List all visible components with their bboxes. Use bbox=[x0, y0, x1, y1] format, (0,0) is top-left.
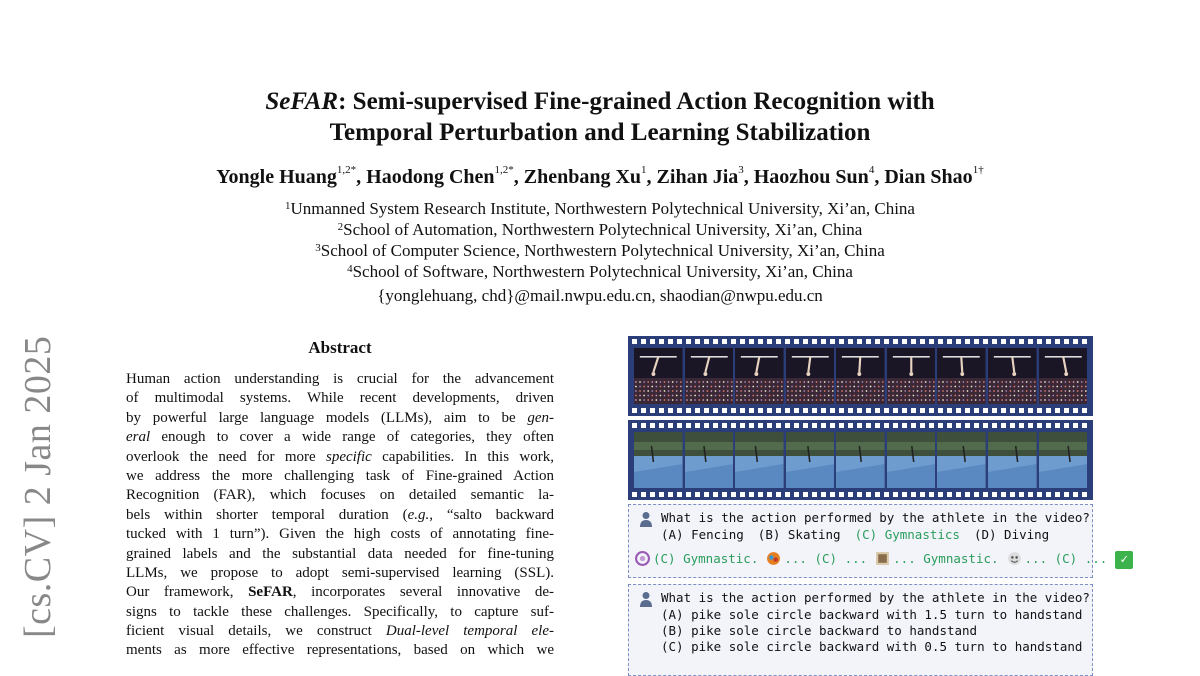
answer-option: (A) Fencing bbox=[661, 527, 744, 542]
abstract-line bbox=[126, 389, 554, 408]
author-affil-mark: 1 bbox=[641, 164, 647, 176]
affil-number: 1 bbox=[285, 200, 291, 212]
abstract-text: , incorporates several innovative de- bbox=[292, 584, 554, 601]
affiliation bbox=[0, 240, 1200, 261]
abstract-line bbox=[126, 641, 554, 660]
affil-number: 3 bbox=[315, 242, 321, 254]
answer-option: (B) pike sole circle backward to handstand bbox=[661, 623, 978, 638]
model-answer bbox=[1007, 551, 1108, 566]
answer-option: (C) Gymnastics bbox=[854, 527, 960, 542]
answer-option: (B) Skating bbox=[757, 527, 841, 542]
video-frame bbox=[1039, 432, 1088, 488]
model-icon-b bbox=[766, 551, 781, 566]
video-frame bbox=[836, 348, 885, 404]
paper-title-line1 bbox=[0, 86, 1200, 117]
model-answer-text: (C) Gymnastic. bbox=[653, 551, 759, 566]
question-box-coarse bbox=[628, 504, 1129, 578]
model-answer-text: ... (C) ... bbox=[784, 551, 868, 566]
model-icon-a bbox=[635, 551, 650, 566]
model-answer-text: ... Gymnastic. bbox=[893, 551, 999, 566]
abstract-text: LLMs, we propose to adopt semi-supervised learning (SSL). bbox=[126, 564, 554, 581]
video-frame bbox=[937, 348, 986, 404]
author-name: Zihan Jia bbox=[656, 166, 739, 188]
author-affil-mark: 1† bbox=[972, 164, 984, 176]
affil-text: School of Computer Science, Northwestern Polytechnical University, Xi’an, China bbox=[320, 241, 885, 260]
author-name: Yongle Huang bbox=[216, 166, 337, 188]
author-affil-mark: 1,2* bbox=[494, 164, 514, 176]
user-icon bbox=[639, 511, 653, 527]
affiliation bbox=[0, 198, 1200, 219]
video-frame bbox=[937, 432, 986, 488]
abstract-text: Recognition (FAR), which focuses on detailed semantic la- bbox=[126, 487, 554, 504]
video-frame bbox=[786, 432, 835, 488]
author-name: Dian Shao bbox=[884, 166, 973, 188]
author-name: Haozhou Sun bbox=[753, 166, 869, 188]
answer-option: (C) pike sole circle backward with 0.5 turn to handstand bbox=[661, 639, 1083, 654]
abstract-line bbox=[126, 622, 554, 641]
abstract-text: eral bbox=[126, 429, 151, 446]
abstract-line bbox=[126, 545, 554, 564]
teaser-figure bbox=[628, 336, 1129, 666]
abstract-text: capabilities. In this work, bbox=[371, 448, 554, 465]
check-icon: ✓ bbox=[1115, 551, 1133, 569]
title-italic: SeFAR bbox=[265, 88, 339, 115]
abstract-line bbox=[126, 564, 554, 583]
author-list: Yongle Huang$^{1,2*}$, Haodong Chen$^{1,2*}$, Zhenbang Xu$^1$, Zihan Jia$^3$, Haozhou Sun$^4$, Dian Shao$^{1\dagger}$ bbox=[216, 164, 984, 188]
video-frame bbox=[887, 432, 936, 488]
affil-text: School of Software, Northwestern Polytechnical University, Xi’an, China bbox=[352, 262, 853, 281]
author-name: Zhenbang Xu bbox=[523, 166, 642, 188]
video-frame bbox=[685, 348, 734, 404]
model-icon-d bbox=[1007, 551, 1022, 566]
video-frame bbox=[1039, 348, 1088, 404]
abstract-text: , “salto backward bbox=[429, 506, 554, 523]
abstract-text: by powerful large language models (LLMs), aim to be bbox=[126, 409, 528, 426]
abstract-text: SeFAR bbox=[248, 584, 293, 601]
author-affil-mark: 3 bbox=[738, 164, 744, 176]
video-strip-top bbox=[628, 336, 1093, 416]
video-frame bbox=[634, 432, 683, 488]
model-icon-c bbox=[875, 551, 890, 566]
affil-number: 2 bbox=[337, 221, 344, 233]
model-answer-text: ... (C) ... bbox=[1024, 551, 1108, 566]
model-answer bbox=[875, 551, 998, 566]
answer-option: (A) pike sole circle backward with 1.5 turn to handstand bbox=[661, 607, 1083, 622]
abstract-text: grained labels and the substantial data needed for fine-tuning bbox=[126, 545, 554, 562]
paper-title-line2: Temporal Perturbation and Learning Stabilization bbox=[329, 119, 871, 146]
author-emails: {yonglehuang, chd}@mail.nwpu.edu.cn, shaodian@nwpu.edu.cn bbox=[377, 286, 823, 305]
abstract-line bbox=[126, 583, 554, 602]
abstract-line bbox=[126, 486, 554, 505]
abstract-text: we address the more challenging task of Fine-grained Action bbox=[126, 467, 554, 484]
author-name: Haodong Chen bbox=[366, 166, 495, 188]
abstract-line bbox=[126, 370, 554, 389]
abstract-text: gen- bbox=[527, 409, 554, 426]
author-affil-mark: 4 bbox=[868, 164, 875, 176]
video-frame bbox=[685, 432, 734, 488]
abstract-body bbox=[126, 370, 554, 661]
affil-text: Unmanned System Research Institute, Northwestern Polytechnical University, Xi’an, China bbox=[290, 199, 915, 218]
user-icon bbox=[639, 591, 653, 607]
abstract-text: Our framework, bbox=[126, 584, 249, 601]
model-answer bbox=[766, 551, 867, 566]
title-rest: : Semi-supervised Fine-grained Action Recognition with bbox=[338, 88, 935, 115]
video-frame bbox=[634, 348, 683, 404]
abstract-text: ments as more effective representations, based on which we bbox=[126, 642, 554, 659]
video-frame bbox=[988, 348, 1037, 404]
abstract-text: Human action understanding is crucial for the advancement bbox=[126, 371, 554, 387]
video-frame bbox=[735, 432, 784, 488]
abstract-text: specific bbox=[325, 448, 372, 465]
model-answer bbox=[635, 551, 758, 566]
affiliation bbox=[0, 219, 1200, 240]
question-box-fine bbox=[628, 584, 1093, 676]
question-text: What is the action performed by the athlete in the video? bbox=[661, 590, 1090, 605]
video-frame bbox=[988, 432, 1037, 488]
abstract-text: of multimodal systems. While recent developments, driven bbox=[126, 390, 554, 407]
model-answers bbox=[635, 551, 1129, 571]
abstract-line bbox=[126, 603, 554, 622]
affil-text: School of Automation, Northwestern Polytechnical University, Xi’an, China bbox=[343, 220, 863, 239]
abstract-text: bels within shorter temporal duration ( bbox=[126, 506, 408, 523]
abstract-heading: Abstract bbox=[308, 338, 372, 357]
abstract-line bbox=[126, 525, 554, 544]
affiliation bbox=[0, 261, 1200, 282]
video-frame bbox=[786, 348, 835, 404]
abstract-text: signs to tackle these challenges. Specifically, to capture suf- bbox=[126, 603, 554, 620]
abstract-line bbox=[126, 506, 554, 525]
abstract-text: overlook the need for more bbox=[126, 448, 326, 465]
affil-number: 4 bbox=[347, 263, 353, 275]
abstract-line bbox=[126, 448, 554, 467]
answer-options bbox=[661, 527, 1063, 542]
abstract-line bbox=[126, 428, 554, 447]
video-frame bbox=[887, 348, 936, 404]
question-text: What is the action performed by the athlete in the video? bbox=[661, 510, 1090, 525]
abstract-line bbox=[126, 409, 554, 428]
video-strip-bottom bbox=[628, 420, 1093, 500]
affiliation-list bbox=[0, 198, 1200, 282]
abstract-text: enough to cover a wide range of categories, they often bbox=[150, 429, 554, 446]
abstract-text: tucked with 1 turn”). Given the high costs of annotating fine- bbox=[126, 526, 554, 543]
author-affil-mark: 1,2* bbox=[336, 164, 357, 176]
abstract-text: Dual-level temporal ele- bbox=[385, 623, 554, 640]
abstract-text: ficient visual details, we construct bbox=[126, 623, 386, 640]
abstract-line bbox=[126, 467, 554, 486]
video-frame bbox=[836, 432, 885, 488]
answer-option: (D) Diving bbox=[973, 527, 1050, 542]
arxiv-stamp: [cs.CV] 2 Jan 2025 bbox=[17, 335, 59, 638]
abstract-text: e.g. bbox=[407, 506, 430, 523]
video-frame bbox=[735, 348, 784, 404]
